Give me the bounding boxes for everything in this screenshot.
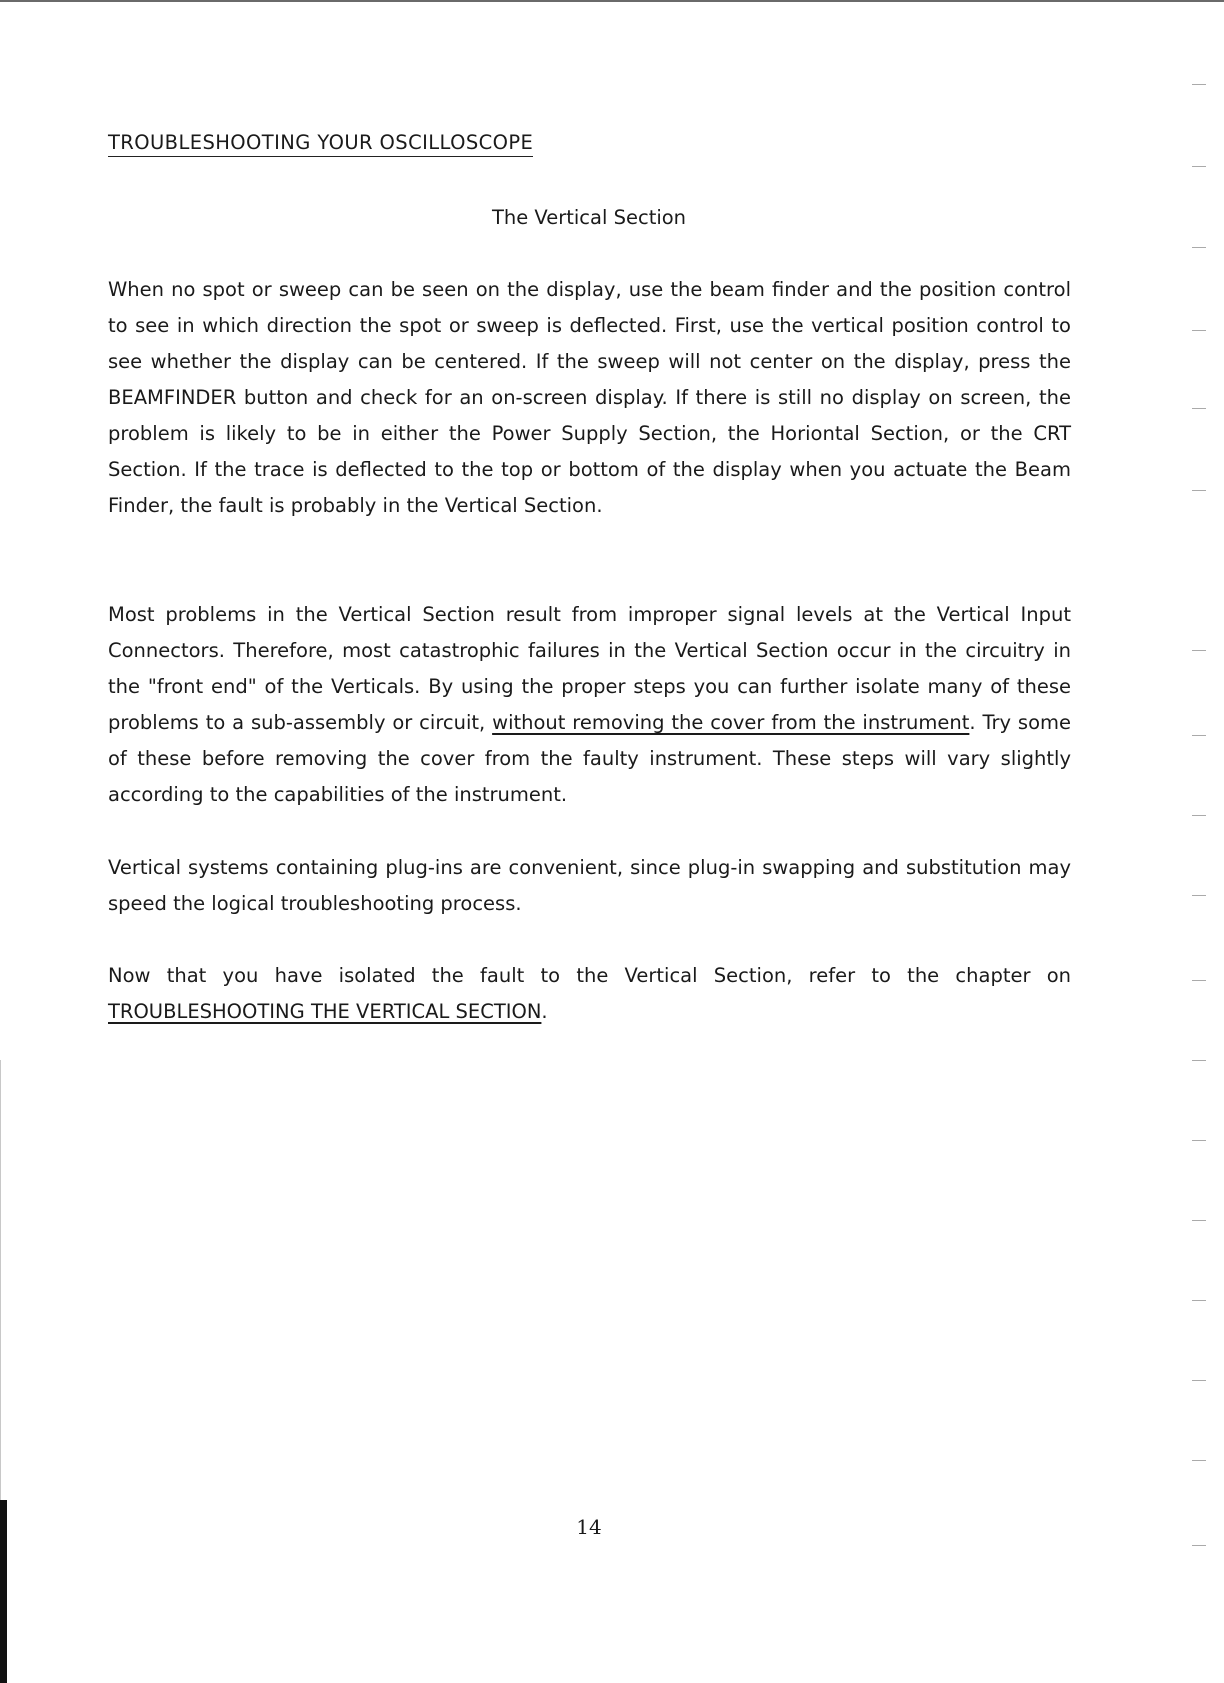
paragraph-2-text-after: . Try some of these before removing the cover from the faulty instrument. These steps will vary slightly according to the capabilities of the instrument. xyxy=(108,711,1072,806)
paragraph-plug-ins: Vertical systems containing plug-ins are convenient, since plug-in swapping and substitution may speed the logical troubleshooting process. xyxy=(108,856,1071,915)
paragraph-vertical-problems xyxy=(108,597,1071,813)
paragraph-4-text-before: Now that you have isolated the fault to the Vertical Section, refer to the chapter on xyxy=(108,964,1071,987)
section-title: The Vertical Section xyxy=(491,206,687,229)
page-number: 14 xyxy=(576,1515,602,1539)
chapter-reference-link: TROUBLESHOOTING THE VERTICAL SECTION xyxy=(108,1000,542,1023)
paragraph-4-text-after: . xyxy=(541,1000,548,1023)
paragraph-beam-finder: When no spot or sweep can be seen on the display, use the beam finder and the position control to see in which direction the spot or sweep is deflected. First, use the vertical position control to see whether the display can be centered. If the sweep will not center on the display, press the BEAMFINDER button and check for an on-screen display. If there is still no display on screen, the problem is likely to be in either the Power Supply Section, the Horiontal Section, or the CRT Section. If the trace is deflected to the top or bottom of the display when you actuate the Beam Finder, the fault is probably in the Vertical Section. xyxy=(108,278,1071,517)
scan-top-edge xyxy=(0,0,1224,2)
paragraph-chapter-reference xyxy=(108,958,1071,1030)
scan-left-faint-edge xyxy=(0,1060,1,1500)
paragraph-2-text-before: Most problems in the Vertical Section result from improper signal levels at the Vertical Input Connectors. Therefore, most catastrophic failures in the Vertical Section occur in the circuitry in the "front end" of the Verticals. By using the proper steps you can further isolate many of these problems to a sub-assembly or circuit, xyxy=(108,603,1071,734)
underlined-emphasis: without removing the cover from the instrument xyxy=(492,711,970,734)
right-margin-scan-marks xyxy=(1188,0,1218,1683)
page-heading: TROUBLESHOOTING YOUR OSCILLOSCOPE xyxy=(108,130,533,157)
